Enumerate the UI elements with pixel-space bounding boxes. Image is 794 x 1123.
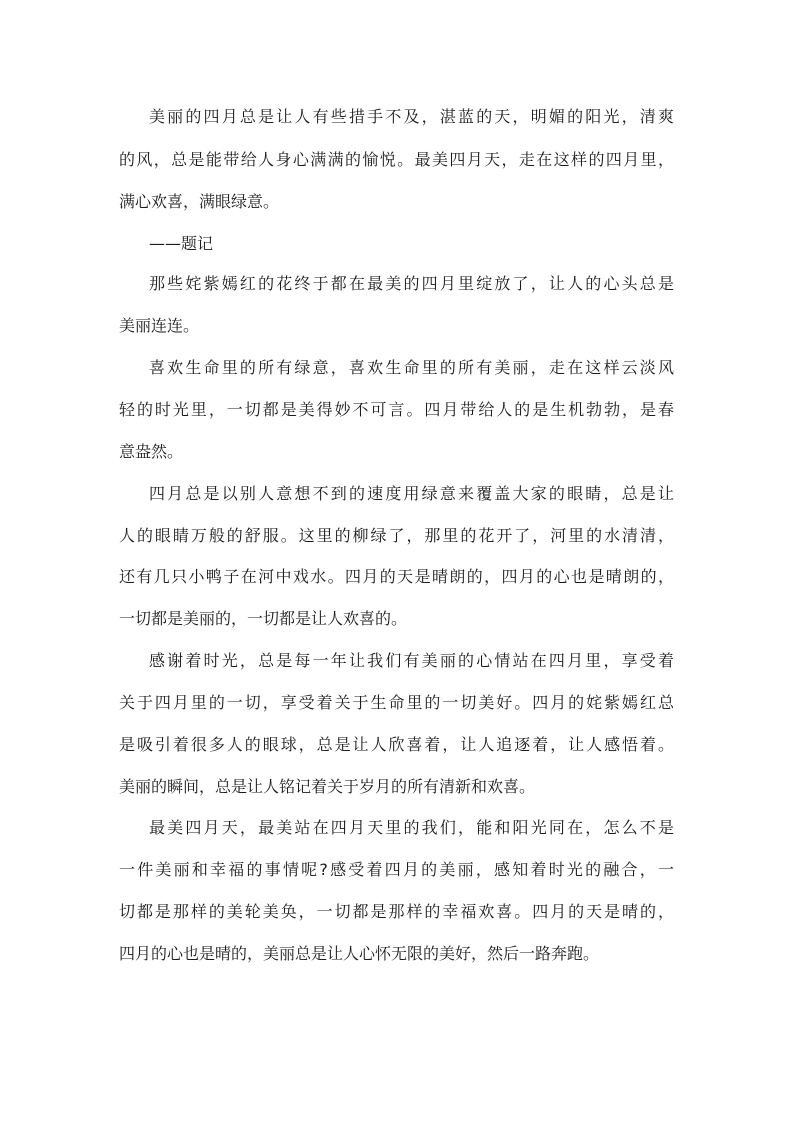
paragraph-4-line-2: 人的眼睛万般的舒服。这里的柳绿了，那里的花开了，河里的水清清， [119, 526, 674, 545]
paragraph-6-line-1: 最美四月天，最美站在四月天里的我们，能和阳光同在，怎么不是 [149, 818, 674, 837]
paragraph-4-line-3: 还有几只小鸭子在河中戏水。四月的天是晴朗的，四月的心也是晴朗的， [119, 567, 674, 586]
paragraph-6-line-3: 切都是那样的美轮美奂，一切都是那样的幸福欢喜。四月的天是晴的， [119, 902, 674, 921]
paragraph-1-line-3: 满心欢喜，满眼绿意。 [119, 192, 280, 211]
paragraph-3-line-1: 喜欢生命里的所有绿意，喜欢生命里的所有美丽，走在这样云淡风 [149, 358, 674, 377]
paragraph-4-line-4: 一切都是美丽的，一切都是让人欢喜的。 [119, 609, 408, 628]
paragraph-6-line-4: 四月的心也是晴的，美丽总是让人心怀无限的美好，然后一路奔跑。 [119, 944, 600, 963]
paragraph-5-line-3: 是吸引着很多人的眼球，总是让人欣喜着，让人追逐着，让人感悟着。 [119, 735, 674, 754]
paragraph-5-line-2: 关于四月里的一切，享受着关于生命里的一切美好。四月的姹紫嫣红总 [119, 693, 674, 712]
paragraph-6-line-2: 一件美丽和幸福的事情呢?感受着四月的美丽，感知着时光的融合，一 [119, 860, 674, 879]
paragraph-2-line-2: 美丽连连。 [119, 316, 200, 335]
epigraph-attribution: ——题记 [149, 234, 214, 253]
paragraph-2-line-1: 那些姹紫嫣红的花终于都在最美的四月里绽放了，让人的心头总是 [149, 274, 674, 293]
paragraph-4-line-1: 四月总是以别人意想不到的速度用绿意来覆盖大家的眼睛，总是让 [149, 484, 674, 503]
paragraph-3-line-3: 意盎然。 [119, 442, 184, 461]
paragraph-1-line-2: 的风，总是能带给人身心满满的愉悦。最美四月天，走在这样的四月里， [119, 150, 674, 169]
paragraph-5-line-4: 美丽的瞬间，总是让人铭记着关于岁月的所有清新和欢喜。 [119, 777, 536, 796]
paragraph-5-line-1: 感谢着时光，总是每一年让我们有美丽的心情站在四月里，享受着 [149, 651, 674, 670]
paragraph-3-line-2: 轻的时光里，一切都是美得妙不可言。四月带给人的是生机勃勃，是春 [119, 400, 674, 419]
paragraph-1-line-1: 美丽的四月总是让人有些措手不及，湛蓝的天，明媚的阳光，清爽 [149, 107, 674, 126]
